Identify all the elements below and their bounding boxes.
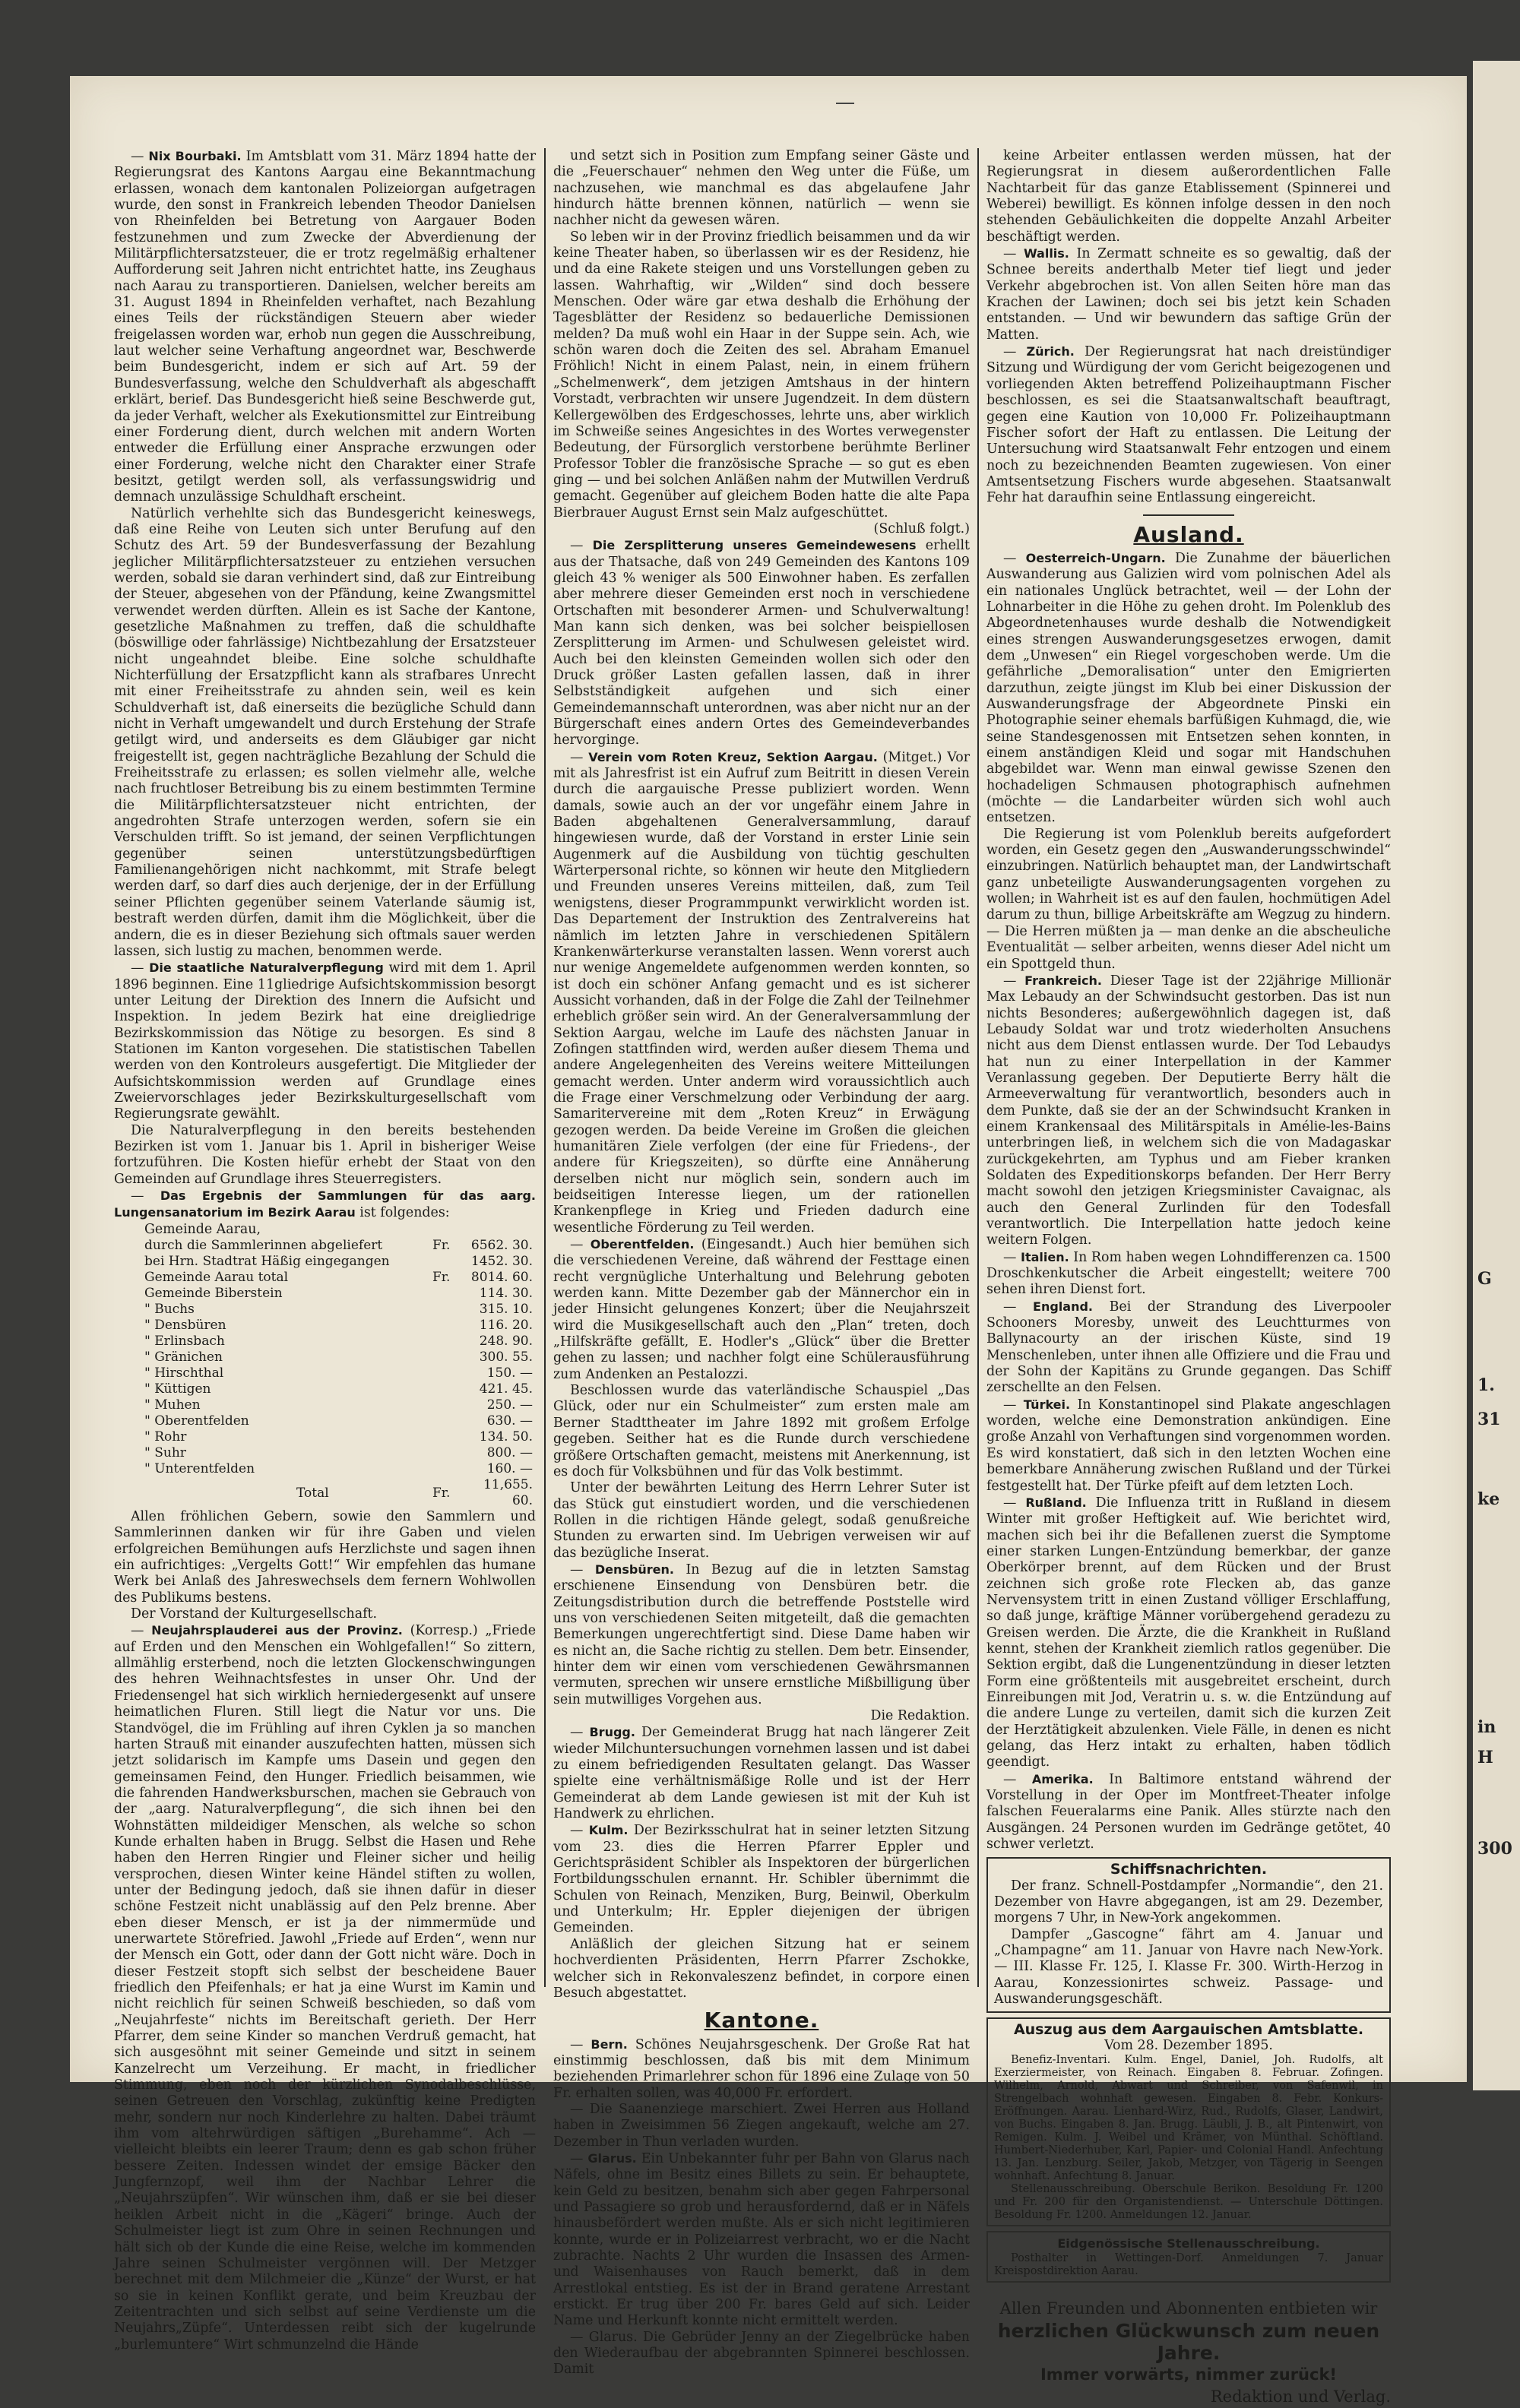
table-cell-amt: 1452. 30. (470, 1254, 533, 1270)
table-cell-amt: 421. 45. (479, 1381, 533, 1397)
table-cell-cur (429, 1381, 461, 1397)
greeting-line: herzlichen Glückwunsch zum neuen Jahre. (997, 2319, 1380, 2364)
table-cell-place: " Küttigen (144, 1381, 211, 1397)
ship-news-text: Dampfer „Gascogne“ fährt am 4. Januar und „Champagne“ am 11. Januar von Havre nach New-York. — III. Klasse Fr. 125, I. Klasse Fr. 300. Wirth-Herzog in Aarau, Konzessionirtes schweiz. Passage- und Auswanderungsgeschäft. (994, 1926, 1383, 2008)
table-row (114, 1461, 536, 1477)
article-text: — Die Saanenziege marschiert. Zwei Herren aus Holland haben in Zweisimmen 56 Ziegen angekauft, welche am 27. Dezember in Thun verladen wurden. (553, 2101, 970, 2150)
article-heading: Die staatliche Naturalverpflegung (149, 960, 384, 976)
table-cell-place: " Oberentfelden (144, 1413, 249, 1429)
article-text: wird mit dem 1. April 1896 beginnen. Eine 11gliedrige Aufsichtskommission besorgt unter Leitung der Direktion des Innern die Aufsicht und Inspektion. In jedem Bezirk hat eine dreigliedrige Bezirkskommission das Nötige zu besorgen. Es sind 8 Stationen im Kanton vorgesehen. Die statistischen Tabellen werden von den Kontroleurs ausgefertigt. Die Mitglieder der Aufsichtskommission werden auf Grundlage eines Zweiervorschlages jeder Bezirkskulturgesellschaft vom Regierungsrate gewählt. (114, 960, 537, 1122)
article-text: Die Redaktion. (870, 1708, 970, 1723)
article-text: Beschlossen wurde das vaterländische Schauspiel „Das Glück, oder nur ein Schulmeister“ zum ersten male am Berner Stadttheater im Jahre 1892 mit großem Erfolge gegeben. Seither hat es die Runde durch verschiedene größere Ortschaften gemacht, meistens mit Anerkennung, ist es doch für Volksbühnen und für das Volk bestimmt. (553, 1383, 970, 1479)
article-text: Ein Unbekannter fuhr per Bahn von Glarus nach Näfels, ohne im Besitz eines Billets zu sein. Er behauptete, kein Geld zu besitzen, benahm sich aber gegen Fahrpersonal und Passagiere so grob und herausfordernd, daß er in Näfels hinausbefördert werden mußte. Als er sich nicht legitimieren konnte, wurde er in Polizeiarrest verbracht, wo er die Nacht zubrachte. Nachts 2 Uhr wurden die Insassen des Armen- und Waisenhauses von Rauch bemerkt, daß in dem Arrestlokal entstieg. Es ist der in Brand geratene Arrestant erstickt. Er trug über 200 Fr. bares Geld auf sich. Leider Name und Herkunft konnte nicht ermittelt werden. (553, 2150, 970, 2329)
article-paragraph: — Kulm. Der Bezirksschulrat hat in seiner letzten Sitzung vom 23. dies die Herren Pfarrer Eppler und Gerichtspräsident Schibler als Inspektoren der bürgerlichen Fortbildungsschulen ernannt. Hr. Schibler übernimmt die Schulen von Reinach, Menziken, Burg, Beinwil, Oberkulm und Unterkulm; Hr. Eppler diejenigen der übrigen Gemeinden. (553, 1823, 971, 1936)
table-cell-amt: 630. — (486, 1413, 533, 1429)
article-text: In Baltimore entstand während der Vorstellung in der Oper im Montfreet-Theater infolge falschen Feueralarms eine Panik. Alles stürzte nach den Ausgängen. 24 Personen wurden im Gedränge getötet, 40 schwer verletzt. (986, 1771, 1392, 1853)
article-paragraph (553, 1480, 970, 1562)
article-paragraph (986, 827, 1391, 973)
column-3 (986, 148, 1392, 2406)
article-paragraph (553, 148, 970, 229)
column-rule (977, 148, 979, 1987)
column-2 (553, 148, 971, 2378)
table-cell-amt: 6562. 30. (470, 1238, 533, 1254)
table-cell-cur (429, 1445, 461, 1461)
table-cell-place: " Buchs (144, 1302, 195, 1318)
article-paragraph (553, 1708, 970, 1724)
amtsblatt-text: Benefiz-Inventari. Kulm. Engel, Daniel, Joh. Rudolfs, alt Exerziermeister, von Reinach. Eingaben 8. Februar. Zofingen. Wilhelm, Arnold, Abwart und Schreiber, von Safenwil, in Strengelbach wohnhaft gewesen. Eingaben 8. Febr. Konkurs-Eröffnungen. Aarau. Lienhard-Wirz, Rud., Rudolfs, Glaser, Landwirt, von Buchs. Eingaben 8. Jan. Brugg. Läubli, J. B., alt Pintenwirt, von Remigen. Kulm. J. Weibel und Krämer, von Münthal. Schöftland. Humbert-Niederhuber, Karl, Papier- und Colonial Handl. Anfechtung 13. Jan. Lenzburg. Seiler, Jakob, Metzger, von Tägerig in Seengen wohnhaft. Anfechtung 8. Januar. (994, 2054, 1383, 2183)
article-paragraph: — Die Zersplitterung unseres Gemeindewesens erhellt aus der Thatsache, daß von 249 Gemeinden des Kantons 109 gleich 43 % weniger als 500 Einwohner haben. Es zerfallen aber mehrere dieser Gemeinden erst noch in verschiedene Ortschaften mit besonderer Armen- und Schulverwaltung! Man kann sich denken, was bei solcher beispiellosen Zersplitterung im Armen- und Schulwesen geleistet wird. Auch bei den kleinsten Gemeinden wollen sich oder den Druck größer Lasten gefallen lassen, daß in ihrer Selbstständigkeit aufgehen und sich einer Gemeindemannschaft unterordnen, was aber nicht nur an der Bürgerschaft eines andern Ortes des Gemeindeverbandes hervorginge. (553, 538, 971, 748)
new-year-greeting (986, 2298, 1391, 2408)
article-paragraph: — Rußland. Die Influenza tritt in Rußland in diesem Winter mit großer Heftigkeit auf. Wie berichtet wird, machen sich bei ihr die Befallenen zuerst die Symptome einer starken Lungen-Entzündung bemerkbar, der ganze Oberkörper brennt, auf dem Rücken und der Brust zeichnen sich große rote Flecken ab, das ganze Nervensystem tritt in einen Zustand völliger Erschlaffung, so daß junge, kräftige Männer vorübergehend geradezu zu Greisen werden. Die Ärzte, die die Krankheit in Rußland kennt, stehen der Krankheit ziemlich ratlos gegenüber. Die Sektion ergibt, daß die Lungenentzündung in dieser letzten Form eine größtenteils mit ausgebreitet erscheint, durch Einreibungen mit Jod, Veratrin u. s. w. die Entzündung auf die andere Lunge zu verteilen, damit sich die kurzen Zeit der Herztätigkeit abzulenken. Viele Fälle, in denen es nicht gelang, das Herz intakt zu erhalten, haben tödlich geendigt. (986, 1495, 1392, 1770)
table-row (114, 1445, 536, 1461)
table-cell-place: " Rohr (144, 1429, 187, 1445)
ship-news-box (986, 1857, 1391, 2012)
article-paragraph (114, 506, 536, 960)
article-heading: Das Ergebnis der Sammlungen für das aarg. Lungensanatorium im Bezirk Aarau (114, 1188, 536, 1220)
article-text: und setzt sich in Position zum Empfang seiner Gäste und die „Feuerschauer“ nehmen den Weg unter die Füße, um nachzusehen, wie manchmal es das abgelaufene Jahr hindurch hätte brennen können, natürlich — wenn sie nachher nicht da gewesen wären. (553, 148, 970, 229)
article-paragraph (553, 229, 970, 521)
stelle-title: Eidgenössische Stellenausschreibung. (1057, 2236, 1320, 2251)
article-paragraph: — Glarus. Ein Unbekannter fuhr per Bahn von Glarus nach Näfels, ohne im Besitz eines Billets zu sein. Er behauptete, kein Geld zu besitzen, benahm sich aber gegen Fahrpersonal und Passagiere so grob und herausfordernd, daß er in Näfels hinausbefördert werden mußte. Als er sich nicht legitimieren konnte, wurde er in Polizeiarrest verbracht, wo er die Nacht zubrachte. Nachts 2 Uhr wurden die Insassen des Armen- und Waisenhauses von Rauch bemerkt, daß in dem Arrestlokal entstieg. Es ist der in Brand geratene Arrestant erstickt. Er trug über 200 Fr. bares Geld auf sich. Leider Name und Herkunft konnte nicht ermittelt werden. (553, 2150, 970, 2329)
article-text: Der Gemeinderat Brugg hat nach längerer Zeit wieder Milchuntersuchungen vornehmen lassen und ist dabei zu einem befriedigenden Resultaten gelangt. Das Wasser spielte eine verhältnismäßige Rolle und ist der Herr Gemeinderat ab dem Lande gewiesen ist mit der Kuh ist Handwerk zu ehrlichen. (553, 1725, 970, 1822)
table-row (114, 1238, 536, 1254)
section-heading: Kantone. (704, 2008, 819, 2033)
table-row (114, 1286, 536, 1302)
stelle-box (986, 2231, 1391, 2282)
table-cell-place: Gemeinde Biberstein (144, 1286, 283, 1302)
article-paragraph (114, 1606, 536, 1622)
article-text: — Glarus. Die Gebrüder Jenny an der Ziegelbrücke haben den Wiederaufbau der abgebrannten Spinnerei beschlossen. Damit (553, 2329, 970, 2378)
article-paragraph: — Neujahrsplauderei aus der Provinz. (Korresp.) „Friede auf Erden und den Menschen ein Wohlgefallen!“ So zittern, allmählig ersterbend, noch die letzten Glockenschwingungen des hehren Weihnachtsfestes in unser Ohr. Und der Friedensengel hat sich wirklich herniedergesenkt auf unsere heimatlichen Fluren. Still liegt die Natur vor uns. Die Standvögel, die im Frühling auf ihren Cyklen ja so manchen harten Strauß mit einander auszufechten hatten, müssen sich jetzt solidarisch im Kampfe ums Dasein und gegen den gemeinsamen Feind, den Hunger. Friedlich beisammen, wie die fahrenden Handwerksburschen, machen sie Gebrauch von der „aarg. Naturalverpflegung“, die sich ihnen bei den Wohnstätten mildeidiger Menschen, als welche so schon Kunde erhalten haben in Brugg. Selbst die Hasen und Rehe haben den Herren Ringier und Fleiner sicher und heilig versprochen, diesen Winter keine Händel stiften zu wollen, unter der Bedingung jedoch, daß sie ihnen dafür in dieser schöne Festzeit nicht unablässig auf den Pelz brenne. Aber eben dieser Mensch, er ist ja der nimmermüde und unerwartete Störefried. Jawohl „Friede auf Erden“, wenn nur der Mensch ein Gott, oder dann der Gott nicht wäre. Doch in dieser Festzeit stopft sich selbst der bescheidene Bauer friedlich den Pfeifenhals; er hat ja eine Wurst im Kamin und nicht reichlich für seinen Schweiß beschieden, so daß vom „Neujahrfeste“ nichts im Bereitschaft gerieth. Der Herr Pfarrer, dem seine Kinder so manchen Verdruß gemacht, hat sich ausgesöhnt mit seiner Gemeinde und sitzt in seinem Kanzelrecht um Verzeihung. Er macht, in friedlicher Stimmung, eben noch der kürzlichen Synodalbeschlüsse, seinen Getreuen den Vorschlag, zukünftig keine Predigten mehr, sondern nur noch Kinderlehre zu halten. Dabei träumt ihm vom altehrwürdigen säftigen „Burehamme“. Ach — vielleicht bleibts ein leerer Traum; denn es gab schon früher bessere Zeiten. Indessen windet der emsige Bäcker den Jungfernzopf, weil ihm der Nachbar Lehrer die „Neujahrszüpfen“. Wir wünschen ihm, daß er sie bei dieser heiklen Arbeit nicht in die „Kägeri“ bringe. Auch der Schulmeister liegt ist zum Ohre in seinen Rechnungen und hält sich ob der Kunde die eine Reise, welche im kommenden Jahre seinen Schulmeister vergönnen will. Der Metzger berechnet mit dem Milchmeier die „Künze“ der Wurst, er hat so sie in keinen Konflikt gerate, und beim Kreuzbau der Zeitentrachten und sich selbst auf seine Verdienste um die Neujahrs„Züpfe“. Unterdessen reibt sich der kugelrunde „burlemuntere“ Wirt schmunzelnd die Hände (114, 1623, 537, 2353)
article-text: So leben wir in der Provinz friedlich beisammen und da wir keine Theater haben, so überlassen wir es der Residenz, hie und da eine Rakete steigen und uns Vorstellungen geben zu lassen. Wahrhaftig, wir „Wilden“ sind doch bessere Menschen. Oder wäre gar etwa deshalb die Erhöhung der Tagesblätter der Residenz so bedauerliche Demissionen melden? Da muß wohl ein Haar in der Suppe sein. Ach, wie schön waren doch die Zeiten des sel. Abraham Emanuel Fröhlich! Nicht in einem Palast, nein, in einem frühern „Schelmenwerk“, dem jetzigen Amtshaus in der hintern Vorstadt, verbrachten wir unsere Jugendzeit. In dem düstern Kellergewölben des Erdgeschosses, lehrte uns, aber wirklich im Schweiße seines Angesichtes in des Wortes verwegenster Bedeutung, der Fürsorglich verstorbene berühmte Berliner Professor Tobler die französische Sprache — so gut es eben ging — und bei solchen Anläßen nahm der Mutwillen Verdruß gemacht. Gegenüber auf gleichem Boden hatte die alte Papa Bierbrauer August Ernst sein Malz aufgeschüttet. (553, 229, 970, 521)
article-paragraph: — Frankreich. Dieser Tage ist der 22jährige Millionär Max Lebaudy an der Schwindsucht gestorben. Das ist nun nichts Besonderes; außergewöhnlich dagegen ist, daß Lebaudy Soldat war und trotz wiederholten Ansuchens nicht aus dem Dienst entlassen wurde. Der Tod Lebaudys hat nun zu einer Interpellation in der Kammer Veranlassung gegeben. Der Deputierte Berry hält die Armeeverwaltung für verantwortlich, besonders auch in dem Punkte, daß sie der an der Schwindsucht Kranken in einem Krankensaal des Militärspitals in Amélie-les-Bains unterbringen ließ, in welchem sich die von Madagaskar zurückgekehrten, am Typhus und am Fieber kranken Soldaten des Expeditionskorps befanden. Der Herr Berry macht sowohl den jetzigen Kriegsminister Cavaignac, als auch den General Zurlinden für den Todesfall verantwortlich. Die Interpellation hatte jedoch keine weitern Folgen. (986, 973, 1392, 1248)
amtsblatt-date: Vom 28. Dezember 1895. (1104, 2037, 1273, 2053)
table-cell-cur (429, 1397, 461, 1413)
article-text: (Mitget.) Vor mit als Jahresfrist ist ein Aufruf zum Beitritt in diesen Verein durch die aargauische Presse publiziert worden. Wenn damals, sowie auch an der vor ungefähr einem Jahre in Baden abgehaltenen Generalversammlung, darauf hingewiesen wurde, daß der Vorstand in erster Linie sein Augenmerk auf die Ausbildung von tüchtig geschulten Wärterpersonal richte, so können wir heute den Mitgliedern und Freunden unseres Vereins mitteilen, daß, zum Teil wenigstens, dieser Programmpunkt verwirklicht worden ist. Das Departement der Instruktion des Zentralvereins hat nämlich im letzten Jahre in verschiedenen Spitälern Krankenwärterkurse veranstalten lassen. Wenn vorerst auch nur wenige Angemeldete aufgenommen werden konnten, so ist doch ein schöner Anfang gemacht und es ist sicherer Aussicht vorhanden, daß in der Folge die Zahl der Teilnehmer erheblich größer sein wird. An der Generalversammlung der Sektion Aargau, welche im Laufe des nächsten Januar in Zofingen stattfinden wird, werden außer diesem Thema und andere Angelegenheiten des Vereins weitere Mitteilungen gemacht werden. Unter anderm wird voraussichtlich auch die Frage einer Verschmelzung oder Verbindung der aarg. Samaritervereine mit dem „Roten Kreuz“ in Erwägung gezogen werden. Da beide Vereine im Großen die gleichen humanitären Ziele verfolgen (der eine für Friedens-, der andere für Kriegszeiten), so dürfte eine Annäherung derselben nicht nur möglich sein, sondern auch im beidseitigen Interesse liegen, um der rationellen Krankenpflege in Krieg und Frieden dadurch eine wesentliche Förderung zu Teil werden. (553, 749, 971, 1236)
article-text: Die Influenza tritt in Rußland in diesem Winter mit großer Heftigkeit auf. Wie berichtet wird, machen sich bei ihr die Befallenen zuerst die Symptome einer starken Lungen-Entzündung bemerkbar, der ganze Oberkörper brennt, auf dem Rücken und der Brust zeichnen sich große rote Flecken ab, das ganze Nervensystem tritt in einen Zustand völliger Erschlaffung, so daß junge, kräftige Männer vorübergehend geradezu zu Greisen werden. Die Ärzte, die die Krankheit in Rußland kennt, stehen der Krankheit ziemlich ratlos gegenüber. Die Sektion ergibt, daß die Lungenentzündung in dieser letzten Form eine größtenteils mit ausgebreitet erscheint, durch Einreibungen mit Jod, Veratrin u. s. w. die Entzündung auf die andere Lunge zu verteilen, damit sich die kurzen Zeit der Herztätigkeit abzulenken. Viele Fälle, in denen es nicht gelang, das Herz intakt zu erhalten, haben tödlich geendigt. (986, 1495, 1392, 1770)
article-text: Dieser Tage ist der 22jährige Millionär Max Lebaudy an der Schwindsucht gestorben. Das ist nun nichts Besonderes; außergewöhnlich dagegen ist, daß Lebaudy Soldat war und trotz wiederholten Ansuchens nicht aus dem Dienst entlassen wurde. Der Tod Lebaudys hat nun zu einer Interpellation in der Kammer Veranlassung gegeben. Der Deputierte Berry hält die Armeeverwaltung für verantwortlich, besonders auch in dem Punkte, daß sie der an der Schwindsucht Kranken in einem Krankensaal des Militärspitals in Amélie-les-Bains unterbringen ließ, in welchem sich die von Madagaskar zurückgekehrten, am Typhus und am Fieber kranken Soldaten des Expeditionskorps befanden. Der Herr Berry macht sowohl den jetzigen Kriegsminister Cavaignac, als auch den General Zurlinden für den Todesfall verantwortlich. Die Interpellation hatte jedoch keine weitern Folgen. (986, 973, 1392, 1248)
article-heading: Oesterreich-Ungarn. (1025, 550, 1166, 565)
article-paragraph: — Türkei. In Konstantinopel sind Plakate angeschlagen worden, welche eine Demonstration ankündigen. Eine große Anzahl von Verhaftungen sind vorgenommen worden. Es wird konstatiert, daß sich in den letzten Wochen eine bemerkbare Annäherung zwischen Rußland und der Türkei festgestellt hat. Der Türke pfeift auf dem letzten Loch. (986, 1397, 1391, 1494)
table-cell-cur (429, 1429, 461, 1445)
table-row (114, 1254, 536, 1270)
article-text: In Zermatt schneite es so gewaltig, daß der Schnee bereits anderthalb Meter tief liegt und jeder Verkehr abgebrochen ist. Von allen Seiten höre man das Krachen der Lawinen; doch sei bis jetzt kein Schaden entstanden. — Und wir bewundern das saftige Grün der Matten. (986, 246, 1392, 343)
article-text: Unter der bewährten Leitung des Herrn Lehrer Suter ist das Stück gut einstudiert worden, und die verschiedenen Rollen in die richtigen Hände gelegt, sodaß genußreiche Stunden zu erwarten sind. Im Uebrigen verweisen wir auf das bezügliche Inserat. (553, 1480, 970, 1561)
stelle-text: Posthalter in Wettingen-Dorf. Anmeldungen 7. Januar Kreispostdirektion Aarau. (994, 2251, 1383, 2277)
article-paragraph: — England. Bei der Strandung des Liverpooler Schooners Moresby, unweit des Leuchtturmes von Ballynacourty an der irischen Küste, sind 19 Menschenleben, unter ihnen alle Offiziere und die Frau und der Sohn der Kapitäns zu Grunde gegangen. Das Schiff zerschellte an den Felsen. (986, 1299, 1392, 1396)
article-text: Der Vorstand der Kulturgesellschaft. (131, 1606, 378, 1622)
greeting-line: Allen Freunden und Abonnenten entbieten wir (999, 2299, 1378, 2318)
article-heading: Wallis. (1023, 246, 1069, 261)
table-row (114, 1429, 536, 1445)
article-text: (Korresp.) „Friede auf Erden und den Menschen ein Wohlgefallen!“ So zittern, allmählig ersterbend, noch die letzten Glockenschwingungen des hehren Weihnachtsfestes in unser Ohr. Und der Friedensengel hat sich wirklich herniedergesenkt auf unsere heimatlichen Fluren. Still liegt die Natur vor uns. Die Standvögel, die im Frühling auf ihren Cyklen ja so manchen harten Strauß mit einander auszufechten hatten, müssen sich jetzt solidarisch im Kampfe ums Dasein und gegen den gemeinsamen Feind, den Hunger. Friedlich beisammen, wie die fahrenden Handwerksburschen, machen sie Gebrauch von der „aarg. Naturalverpflegung“, die sich ihnen bei den Wohnstätten mildeidiger Menschen, als welche so schon Kunde erhalten haben in Brugg. Selbst die Hasen und Rehe haben den Herren Ringier und Fleiner sicher und heilig versprochen, diesen Winter keine Händel stiften zu wollen, unter der Bedingung jedoch, daß sie ihnen dafür in dieser schöne Festzeit nicht unablässig auf den Pelz brenne. Aber eben dieser Mensch, er ist ja der nimmermüde und unerwartete Störefried. Jawohl „Friede auf Erden“, wenn nur der Mensch ein Gott, oder dann der Gott nicht wäre. Doch in dieser Festzeit stopft sich selbst der bescheidene Bauer friedlich den Pfeifenhals; er hat ja eine Wurst im Kamin und nicht reichlich für seinen Schweiß beschieden, so daß vom „Neujahrfeste“ nichts im Bereitschaft gerieth. Der Herr Pfarrer, dem seine Kinder so manchen Verdruß gemacht, hat sich ausgesöhnt mit seiner Gemeinde und sitzt in seinem Kanzelrecht um Verzeihung. Er macht, in friedlicher Stimmung, eben noch der kürzlichen Synodalbeschlüsse, seinen Getreuen den Vorschlag, zukünftig keine Predigten mehr, sondern nur noch Kinderlehre zu halten. Dabei träumt ihm vom altehrwürdigen säftigen „Burehamme“. Ach — vielleicht bleibts ein leerer Traum; denn es gab schon früher bessere Zeiten. Indessen windet der emsige Bäcker den Jungfernzopf, weil ihm der Nachbar Lehrer die „Neujahrszüpfen“. Wir wünschen ihm, daß er sie bei dieser heiklen Arbeit nicht in die „Kägeri“ bringe. Auch der Schulmeister liegt ist zum Ohre in seinen Rechnungen und hält sich ob der Kunde die eine Reise, welche im kommenden Jahre seinen Schulmeister vergönnen will. Der Metzger berechnet mit dem Milchmeier die „Künze“ der Wurst, er hat so sie in keinen Konflikt gerate, und beim Kreuzbau der Zeitentrachten und sich selbst auf seine Verdienste um die Neujahrs„Züpfe“. Unterdessen reibt sich der kugelrunde „burlemuntere“ Wirt schmunzelnd die Hände (114, 1623, 537, 2353)
article-paragraph (553, 521, 970, 537)
table-cell-place: " Suhr (144, 1445, 186, 1461)
article-heading: Die Zersplitterung unseres Gemeindewesens (592, 538, 917, 553)
amtsblatt-box (986, 2017, 1391, 2227)
table-cell-amt: 11,655. 60. (483, 1477, 533, 1509)
table-cell-cur (429, 1461, 461, 1477)
table-cell-place: " Densbüren (144, 1318, 226, 1334)
article-paragraph: — Oesterreich-Ungarn. Die Zunahme der bäuerlichen Auswanderung aus Galizien wird vom polnischen Adel als ein nationales Unglück betrachtet, weil — der Lohn der Lohnarbeiter in die Höhe zu gehen droht. Im Polenklub des Abgeordnetenhauses wurde deshalb die Notwendigkeit eines strengen Auswanderungsgesetzes erwogen, damit dem „Unwesen“ ein Riegel vorgeschoben werde. Um die gefährliche „Demoralisation“ unter den Emigrierten darzuthun, zeigte jüngst im Klub bei einer Diskussion der Auswanderungsfrage der Abgeordnete Pinski ein Photographie seiner ehemals barfüßigen Kuhmagd, die, wie seine Standesgenossen mit Entsetzen sehen konnten, in einem anständigen Kleid und sogar mit Handschuhen abgebildet war. Wenn man einwal gewisse Szenen den hochadeligen Schmausen photographisch aufnehmen (möchte — die Landarbeiter würden sich wohl auch entsetzen. (986, 550, 1391, 826)
strip-text: H (1477, 1748, 1493, 1767)
strip-text: 1. (1477, 1375, 1495, 1395)
article-paragraph: — Densbüren. In Bezug auf die in letzten Samstag erschienene Einsendung von Densbüren betr. die Zeitungsdistribution durch die betreffende Poststelle wird uns von verschiedenen Seiten mitgeteilt, daß die gemachten Bemerkungen ungerechtfertigt sind. Diese Dame haben wir es nicht an, die Sache richtig zu stellen. Dem betr. Einsender, hinter dem wir einen vom verschiedenen Gewährsmannen vermuten, sprechen wir unsere ernstliche Mißbilligung über sein mutwilliges Vorgehen aus. (553, 1562, 971, 1707)
article-text: Die Zunahme der bäuerlichen Auswanderung aus Galizien wird vom polnischen Adel als ein nationales Unglück betrachtet, weil — der Lohn der Lohnarbeiter in die Höhe zu gehen droht. Im Polenklub des Abgeordnetenhauses wurde deshalb die Notwendigkeit eines strengen Auswanderungsgesetzes erwogen, damit dem „Unwesen“ ein Riegel vorgeschoben werde. Um die gefährliche „Demoralisation“ unter den Emigrierten darzuthun, zeigte jüngst im Klub bei einer Diskussion der Auswanderungsfrage der Abgeordnete Pinski ein Photographie seiner ehemals barfüßigen Kuhmagd, die, wie seine Standesgenossen mit Entsetzen sehen konnten, in einem anständigen Kleid und sogar mit Handschuhen abgebildet war. Wenn man einwal gewisse Szenen den hochadeligen Schmausen photographisch aufnehmen (möchte — die Landarbeiter würden sich wohl auch entsetzen. (986, 550, 1391, 826)
table-row (114, 1365, 536, 1381)
table-row (114, 1334, 536, 1350)
table-cell-amt: 250. — (486, 1397, 533, 1413)
article-heading: Densbüren. (594, 1562, 674, 1577)
table-cell-cur (429, 1413, 461, 1429)
article-text: Der Regierungsrat hat nach dreistündiger Sitzung und Würdigung der vom Gericht beigezogenen und vorliegenden Akten betreffend Polizeihauptmann Fischer beschlossen, es sei die Staatsanwaltschaft beauftragt, gegen eine Kaution von 10,000 Fr. Polizeihauptmann Fischer sofort der Haft zu entlassen. Die Leitung der Untersuchung wird Staatsanwalt Fehr entzogen und einem noch zu bezeichnenden Beamten zugewiesen. Von einer Amtsentsetzung Fischers wurde abgesehen. Staatsanwalt Fehr hat daraufhin seine Entlassung eingereicht. (986, 344, 1391, 506)
table-row (114, 1397, 536, 1413)
article-heading: Kulm. (588, 1823, 629, 1838)
article-paragraph: — Bern. Schönes Neujahrsgeschenk. Der Große Rat hat einstimmig beschlossen, daß bis mit dem Minimum beziehenden Primarlehrer schon für 1896 eine Zulage von 50 Fr. erhalten sollen, was 40,000 Fr. erfordert. (553, 2036, 970, 2101)
separator-rule (1143, 514, 1234, 516)
article-paragraph (553, 1937, 970, 2001)
article-heading: Neujahrsplauderei aus der Provinz. (151, 1623, 403, 1638)
article-text: Natürlich verhehlte sich das Bundesgericht keineswegs, daß eine Reihe von Leuten sich unter Berufung auf den Schutz des Art. 59 der Bundesverfassung der Bezahlung jeglicher Militärpflichtersatzsteuer zu entziehen versuchen werden, sobald sie daran verhindert sind, daß zur Eintreibung der Steuer, abgesehen von der Pfändung, keine Zwangsmittel verwendet werden dürften. Allein es ist Sache der Kantone, gesetzliche Maßnahmen zu treffen, daß die schuldhafte (böswillige oder fahrlässige) Nichtbezahlung der Ersatzsteuer nicht ungeahndet bleibe. Eine solche schuldhafte Nichterfüllung der Ersatzpflicht kann als strafbares Unrecht mit einer Freiheitsstrafe zu ahnden sein, weil es kein Schuldverhaft ist, daß einerseits die bezügliche Schuld dann nicht in Verhaft umgewandelt und durch Erstehung der Strafe getilgt wird, und anderseits es dem Gläubiger gar nicht freigestellt ist, gegen nachträgliche Bezahlung der Schuld die Freiheitsstrafe zu erlassen; es sollen vielmehr alle, welche nach fruchtloser Betreibung bis zu einem bestimmten Termine die Militärpflichtersatzsteuer nicht entrichten, der angedrohten Strafe unterzogen werden, sofern sie ein Verschulden trifft. So ist jemand, der seinen Verpflichtungen gegenüber seinen unterstützungsbedürftigen Familienangehörigen nicht nachkommt, mit Strafe belegt werden darf, so darf dies auch derjenige, der in der Erfüllung seiner Pflichten gegenüber seinem Vaterlande säumig ist, bestraft werden dürfen, damit ihm die Möglichkeit, über die andern, die es in dieser Beziehung sich oftmals sauer werden lassen, sich lustig zu machen, benommen werde. (114, 505, 536, 959)
article-paragraph (986, 148, 1391, 245)
article-heading: Frankreich. (1024, 973, 1102, 988)
article-paragraph (553, 2330, 970, 2378)
table-cell-place: Gemeinde Aarau total (144, 1270, 289, 1286)
ship-news-text: Der franz. Schnell-Postdampfer „Normandie“, den 21. Dezember von Havre abgegangen, ist am 29. Dezember, morgens 7 Uhr, in New-York angekommen. (994, 1878, 1383, 1926)
strip-text: 300 (1477, 1839, 1512, 1859)
article-text: In Rom haben wegen Lohndifferenzen ca. 1500 Droschkenkutscher die Arbeit eingestellt; weitere 700 sehen ihren Dienst fort. (986, 1249, 1392, 1298)
table-cell-amt: 150. — (486, 1365, 533, 1381)
table-row (114, 1413, 536, 1429)
article-paragraph (553, 2102, 970, 2150)
table-cell-cur (429, 1318, 461, 1334)
article-text: (Schluß folgt.) (873, 521, 970, 536)
greeting-line: Immer vorwärts, nimmer zurück! (1040, 2365, 1337, 2384)
table-cell-place: durch die Sammlerinnen abgeliefert (144, 1238, 383, 1254)
strip-text: G (1477, 1269, 1492, 1289)
collection-rows (114, 1238, 536, 1509)
table-row (114, 1477, 536, 1509)
article-heading: Türkei. (1023, 1397, 1071, 1412)
article-heading: Verein vom Roten Kreuz, Sektion Aargau. (588, 749, 878, 764)
collection-intro: Gemeinde Aarau, (144, 1221, 261, 1237)
table-cell-amt: 300. 55. (479, 1350, 533, 1365)
article-paragraph: — Das Ergebnis der Sammlungen für das aarg. Lungensanatorium im Bezirk Aarau ist folgendes: (114, 1188, 536, 1221)
table-cell-cur: Fr. (432, 1485, 451, 1501)
article-paragraph (553, 1383, 970, 1480)
article-paragraph (114, 1509, 536, 1606)
table-row (114, 1318, 536, 1334)
article-text: Die Regierung ist vom Polenklub bereits aufgefordert worden, ein Gesetz gegen den „Auswanderungsschwindel“ einzubringen. Natürlich behauptet man, der Landwirtschaft ganz unbeteiligte Auswanderungsagenten vorgehen zu wollen; in Wahrheit ist es auf den faulen, hochmütigen Adel darum zu thun, billige Arbeitskräfte am Wegzug zu hindern. — Die Herren müßten ja — man denke an die abscheuliche Eventualität — selber arbeiten, wenns dieser Adel nicht um ein Spottgeld thun. (986, 826, 1391, 972)
article-paragraph: — Die staatliche Naturalverpflegung wird mit dem 1. April 1896 beginnen. Eine 11gliedrige Aufsichtskommission besorgt unter Leitung der Direktion des Innern die Aufsicht und Inspektion. In jedem Bezirk hat eine dreigliedrige Bezirkskommission das Nötige zu besorgen. Es sind 8 Stationen im Kanton vorgesehen. Die statistischen Tabellen werden von den Kontroleurs ausgefertigt. Die Mitglieder der Aufsichtskommission werden auf Grundlage eines Zweiervorschlages jeder Bezirkskulturgesellschaft vom Regierungsrate gewählt. (114, 960, 537, 1122)
table-row (114, 1350, 536, 1365)
article-text: Bei der Strandung des Liverpooler Schooners Moresby, unweit des Leuchtturmes von Ballynacourty an der irischen Küste, sind 19 Menschenleben, unter ihnen alle Offiziere und die Frau und der Sohn der Kapitäns zu Grunde gegangen. Das Schiff zerschellte an den Felsen. (986, 1299, 1392, 1396)
table-cell-place: " Muhen (144, 1397, 201, 1413)
article-text: Im Amtsblatt vom 31. März 1894 hatte der Regierungsrat des Kantons Aargau eine Bekanntmachung erlassen, wonach dem kantonalen Polizeiorgan aufgetragen wurde, den sonst in Frankreich lebenden Theodor Danielsen von Rheinfelden bei Betretung von Aargauer Boden festzunehmen und zum Zwecke der Abverdienung der Militärpflichtersatzsteuer, die er trotz regelmäßig erhaltener Aufforderung seit Jahren nicht entrichtet hatte, ins Zeughaus nach Aarau zu transportieren. Danielsen, welcher bereits am 31. August 1894 in Rheinfelden verhaftet, nach Bezahlung eines Teils der rückständigen Steuern aber wieder freigelassen worden war, erhob nun gegen die Ausschreibung, laut welcher seine Verhaftung angeordnet war, Beschwerde beim Bundesgericht, indem er sich auf Art. 59 der Bundesverfassung, welche den Schuldverhaft als abgeschafft erklärt, berief. Das Bundesgericht hieß seine Beschwerde gut, da jeder Verhaft, welcher als Exekutionsmittel zur Eintreibung einer Forderung dient, durch welchen mit andern Worten entweder die Erfüllung einer Ansprache erzwungen oder einer Forderung, welche nicht den Charakter einer Strafe besitzt, getilgt werden soll, als verfassungswidrig und demnach unzulässige Schuldhaft erscheint. (114, 149, 537, 505)
article-paragraph: — Italien. In Rom haben wegen Lohndifferenzen ca. 1500 Droschkenkutscher die Arbeit eingestellt; weitere 700 sehen ihren Dienst fort. (986, 1249, 1392, 1298)
article-text: erhellt aus der Thatsache, daß von 249 Gemeinden des Kantons 109 gleich 43 % weniger als 500 Einwohner haben. Es zerfallen aber mehrere dieser Gemeinden erst noch in verschiedene Ortschaften mit besonderer Armen- und Schulverwaltung! Man kann sich denken, was bei solcher beispiellosen Zersplitterung im Armen- und Schulwesen geleistet wird. Auch bei den kleinsten Gemeinden wollen sich oder den Druck größer Lasten gefallen lassen, daß in ihrer Selbstständigkeit aufgehen und sich einer Gemeindemannschaft unterordnen, was aber nicht nur an der Bürgerschaft eines andern Ortes des Gemeindeverbandes hervorginge. (553, 538, 971, 748)
table-cell-place: " Erlinsbach (144, 1334, 225, 1350)
article-text: Allen fröhlichen Gebern, sowie den Sammlern und Sammlerinnen danken wir für ihre Gaben und vielen erfolgreichen Bemühungen aufs Herzlichste und sagen ihnen ein aufrichtiges: „Vergelts Gott!“ Wir empfehlen das humane Werk bei Anlaß des Jahreswechsels dem fernern Wohlwollen des Publikums bestens. (114, 1509, 536, 1606)
article-text: In Bezug auf die in letzten Samstag erschienene Einsendung von Densbüren betr. die Zeitungsdistribution durch die betreffende Poststelle wird uns von verschiedenen Seiten mitgeteilt, daß die gemachten Bemerkungen ungerechtfertigt sind. Diese Dame haben wir es nicht an, die Sache richtig zu stellen. Dem betr. Einsender, hinter dem wir einen vom verschiedenen Gewährsmannen vermuten, sprechen wir unsere ernstliche Mißbilligung über sein mutwilliges Vorgehen aus. (553, 1562, 971, 1707)
article-paragraph (114, 1123, 536, 1188)
article-paragraph: — Wallis. In Zermatt schneite es so gewaltig, daß der Schnee bereits anderthalb Meter tief liegt und jeder Verkehr abgebrochen ist. Von allen Seiten höre man das Krachen der Lawinen; doch sei bis jetzt kein Schaden entstanden. — Und wir bewundern das saftige Grün der Matten. (986, 246, 1392, 343)
table-cell-cur (429, 1350, 461, 1365)
table-cell-place: " Gränichen (144, 1350, 223, 1365)
table-cell-cur (429, 1365, 461, 1381)
article-heading: Amerika. (1031, 1771, 1094, 1786)
article-paragraph: — Oberentfelden. (Eingesandt.) Auch hier bemühen sich die verschiedenen Vereine, daß während der Festtage einen recht vergnügliche Unterhaltung und Belehrung geboten werden kann. Mitte Dezember gab der Männerchor ein in jeder Hinsicht gelungenes Konzert; über die Neujahrszeit wird die Musikgesellschaft auch den „Plan“ treten, doch „Hilfskräfte gefällt, E. Hodler's „Glück“ über die Bretter gehen zu lassen; und nachher folgt eine Schülerausführung zum Andenken an Pestalozzi. (553, 1237, 970, 1382)
article-text: (Eingesandt.) Auch hier bemühen sich die verschiedenen Vereine, daß während der Festtage einen recht vergnügliche Unterhaltung und Belehrung geboten werden kann. Mitte Dezember gab der Männerchor ein in jeder Hinsicht gelungenes Konzert; über die Neujahrszeit wird die Musikgesellschaft auch den „Plan“ treten, doch „Hilfskräfte gefällt, E. Hodler's „Glück“ über die Bretter gehen zu lassen; und nachher folgt eine Schülerausführung zum Andenken an Pestalozzi. (553, 1237, 970, 1382)
table-cell-amt: 116. 20. (479, 1318, 533, 1334)
table-cell-amt: 114. 30. (479, 1286, 533, 1302)
article-text: ist folgendes: (359, 1205, 450, 1221)
article-heading: Bern. (591, 2036, 628, 2052)
greeting-signature: Redaktion und Verlag. (1210, 2387, 1391, 2406)
collection-table (114, 1222, 536, 1509)
column-rule (544, 148, 546, 1987)
section-heading: Ausland. (1133, 521, 1244, 547)
amtsblatt-text: Stellenausschreibung. Oberschule Berikon. Besoldung Fr. 1200 und Fr. 200 für den Organistendienst. — Unterschule Döttingen. Besoldung Fr. 1200. Anmeldungen 12. Januar. (994, 2183, 1383, 2222)
article-heading: Brugg. (589, 1725, 635, 1740)
table-cell-cur (429, 1254, 461, 1270)
article-text: Anläßlich der gleichen Sitzung hat er seinem hochverdienten Präsidenten, Herrn Pfarrer Zschokke, welcher sich in Rekonvaleszenz befindet, in corpore einen Besuch abgestattet. (553, 1936, 970, 2001)
article-paragraph: — Brugg. Der Gemeinderat Brugg hat nach längerer Zeit wieder Milchuntersuchungen vornehmen lassen und ist dabei zu einem befriedigenden Resultaten gelangt. Das Wasser spielte eine verhältnismäßige Rolle und ist der Herr Gemeinderat ab dem Lande gewiesen ist mit der Kuh ist Handwerk zu ehrlichen. (553, 1725, 970, 1822)
article-heading: England. (1033, 1299, 1093, 1314)
article-heading: Nix Bourbaki. (148, 149, 242, 163)
article-paragraph: — Zürich. Der Regierungsrat hat nach dreistündiger Sitzung und Würdigung der vom Gericht beigezogenen und vorliegenden Akten betreffend Polizeihauptmann Fischer beschlossen, es sei die Staatsanwaltschaft beauftragt, gegen eine Kaution von 10,000 Fr. Polizeihauptmann Fischer sofort der Haft zu entlassen. Die Leitung der Untersuchung wird Staatsanwalt Fehr entzogen und einem noch zu bezeichnenden Beamten zugewiesen. Von einer Amtsentsetzung Fischers wurde abgesehen. Staatsanwalt Fehr hat daraufhin seine Entlassung eingereicht. (986, 344, 1391, 506)
article-heading: Rußland. (1025, 1495, 1087, 1510)
article-text: Der Bezirksschulrat hat in seiner letzten Sitzung vom 23. dies die Herren Pfarrer Eppler und Gerichtspräsident Schibler als Inspektoren der bürgerlichen Fortbildungsschulen ernannt. Hr. Schibler übernimmt die Schulen von Reinach, Menziken, Burg, Beinwil, Oberkulm und Unterkulm; Hr. Eppler diejenigen der übrigen Gemeinden. (553, 1823, 971, 1936)
strip-text: in (1477, 1717, 1496, 1737)
article-heading: Glarus. (587, 2150, 637, 2166)
table-row (114, 1381, 536, 1397)
article-text: keine Arbeiter entlassen werden müssen, hat der Regierungsrat in diesem außerordentlichen Falle Nachtarbeit für das ganze Etablissement (Spinnerei und Weberei) bewilligt. Es können infolge dessen in den noch stehenden Gebäulichkeiten die doppelte Anzahl Arbeiter beschäftigt werden. (986, 148, 1391, 245)
table-cell-cur (429, 1302, 461, 1318)
article-paragraph: — Nix Bourbaki. Im Amtsblatt vom 31. März 1894 hatte der Regierungsrat des Kantons Aargau eine Bekanntmachung erlassen, wonach dem kantonalen Polizeiorgan aufgetragen wurde, den sonst in Frankreich lebenden Theodor Danielsen von Rheinfelden bei Betretung von Aargauer Boden festzunehmen und zum Zwecke der Abverdienung der Militärpflichtersatzsteuer, die er trotz regelmäßig erhaltener Aufforderung seit Jahren nicht entrichtet hatte, ins Zeughaus nach Aarau zu transportieren. Danielsen, welcher bereits am 31. August 1894 in Rheinfelden verhaftet, nach Bezahlung eines Teils der rückständigen Steuern aber wieder freigelassen worden war, erhob nun gegen die Ausschreibung, laut welcher seine Verhaftung angeordnet war, Beschwerde beim Bundesgericht, indem er sich auf Art. 59 der Bundesverfassung, welche den Schuldverhaft als abgeschafft erklärt, berief. Das Bundesgericht hieß seine Beschwerde gut, da jeder Verhaft, welcher als Exekutionsmittel zur Eintreibung einer Forderung dient, durch welchen mit andern Worten entweder die Erfüllung einer Ansprache erzwungen oder einer Forderung, welche nicht den Charakter einer Strafe besitzt, getilgt werden soll, als verfassungswidrig und demnach unzulässige Schuldhaft erscheint. (114, 149, 537, 505)
article-heading: Oberentfelden. (590, 1237, 695, 1252)
article-paragraph: — Amerika. In Baltimore entstand während der Vorstellung in der Oper im Montfreet-Theater infolge falschen Feueralarms eine Panik. Alles stürzte nach den Ausgängen. 24 Personen wurden im Gedränge getötet, 40 schwer verletzt. (986, 1771, 1392, 1853)
article-text: In Konstantinopel sind Plakate angeschlagen worden, welche eine Demonstration ankündigen. Eine große Anzahl von Verhaftungen sind vorgenommen worden. Es wird konstatiert, daß sich in den letzten Wochen eine bemerkbare Annäherung zwischen Rußland und der Türkei festgestellt hat. Der Türke pfeift auf dem letzten Loch. (986, 1397, 1391, 1494)
table-row (114, 1302, 536, 1318)
table-cell-place: " Unterentfelden (144, 1461, 255, 1477)
table-cell-cur (429, 1286, 461, 1302)
article-heading: Zürich. (1026, 344, 1075, 359)
amtsblatt-title: Auszug aus dem Aargauischen Amtsblatte. (1013, 2020, 1364, 2038)
table-cell-amt: 248. 90. (479, 1334, 533, 1350)
article-text: Die Naturalverpflegung in den bereits bestehenden Bezirken ist vom 1. Januar bis 1. April in bisheriger Weise fortzuführen. Die Kosten hiefür erhebt der Staat von den Gemeinden auf Grundlage ihres Steuerregisters. (114, 1122, 536, 1187)
table-cell-amt: 800. — (486, 1445, 533, 1461)
table-cell-place: " Hirschthal (144, 1365, 224, 1381)
table-cell-amt: 315. 10. (479, 1302, 533, 1318)
table-cell-cur: Fr. (432, 1238, 451, 1254)
table-cell-amt: 134. 50. (479, 1429, 533, 1445)
article-paragraph: — Verein vom Roten Kreuz, Sektion Aargau. (Mitget.) Vor mit als Jahresfrist ist ein Aufruf zum Beitritt in diesen Verein durch die aargauische Presse publiziert worden. Wenn damals, sowie auch an der vor ungefähr einem Jahre in Baden abgehaltenen Generalversammlung, darauf hingewiesen wurde, daß der Vorstand in erster Linie sein Augenmerk auf die Ausbildung von tüchtig geschulten Wärterpersonal richte, so können wir heute den Mitgliedern und Freunden unseres Vereins mitteilen, daß, zum Teil wenigstens, dieser Programmpunkt verwirklicht worden ist. Das Departement der Instruktion des Zentralvereins hat nämlich im letzten Jahre in verschiedenen Spitälern Krankenwärterkurse veranstalten lassen. Wenn vorerst auch nur wenige Angemeldete aufgenommen werden konnten, so ist doch ein schöner Anfang gemacht und es ist sicherer Aussicht vorhanden, daß in der Folge die Zahl der Teilnehmer erheblich größer sein wird. An der Generalversammlung der Sektion Aargau, welche im Laufe des nächsten Januar in Zofingen stattfinden wird, werden außer diesem Thema und andere Angelegenheiten des Vereins weitere Mitteilungen gemacht werden. Unter anderm wird voraussichtlich auch die Frage einer Verschmelzung oder Verbindung der aarg. Samaritervereine mit dem „Roten Kreuz“ in Erwägung gezogen werden. Da beide Vereine im Großen die gleichen humanitären Ziele verfolgen (der eine für Friedens-, der andere für Kriegszeiten), so dürfte eine Annäherung derselben nicht nur möglich sein, sondern auch im beidseitigen Interesse liegen, um der rationellen Krankenpflege in Krieg und Frieden dadurch eine wesentliche Förderung zu Teil werden. (553, 749, 971, 1236)
table-cell-amt: 8014. 60. (470, 1270, 533, 1286)
table-row (114, 1270, 536, 1286)
top-mark (836, 80, 854, 104)
table-cell-cur (429, 1334, 461, 1350)
table-cell-place: bei Hrn. Stadtrat Häßig eingegangen (144, 1254, 390, 1270)
strip-text: ke (1477, 1489, 1500, 1509)
table-cell-cur: Fr. (432, 1270, 451, 1286)
adjacent-page-strip (1473, 61, 1520, 2090)
article-text: Schönes Neujahrsgeschenk. Der Große Rat hat einstimmig beschlossen, daß bis mit dem Minimum beziehenden Primarlehrer schon für 1896 eine Zulage von 50 Fr. erhalten sollen, was 40,000 Fr. erfordert. (553, 2036, 970, 2101)
column-1 (114, 148, 537, 2353)
table-cell-place: Total (296, 1485, 329, 1501)
ship-news-title: Schiffsnachrichten. (1110, 1861, 1268, 1878)
table-cell-amt: 160. — (486, 1461, 533, 1477)
strip-text: 31 (1477, 1410, 1501, 1429)
article-heading: Italien. (1020, 1249, 1069, 1264)
